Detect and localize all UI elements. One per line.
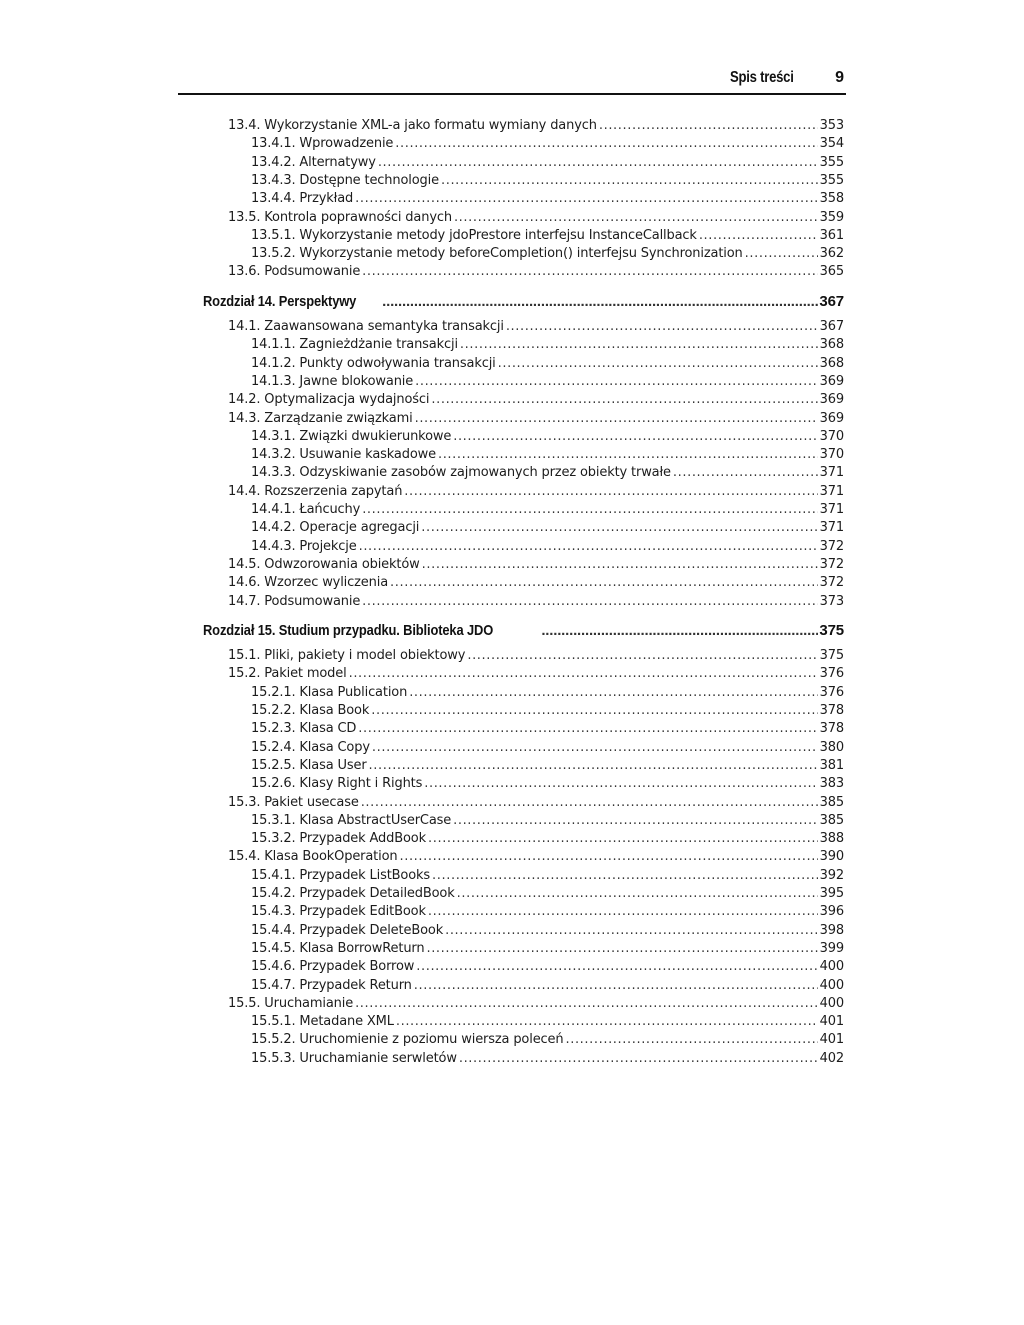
toc-entry <box>228 264 844 282</box>
dot-leader <box>699 228 818 243</box>
entry-page: 370 <box>819 428 844 444</box>
entry-label: 14.4.3. Projekcje <box>251 538 357 554</box>
toc-entry <box>251 868 844 886</box>
entry-label: 15.4.6. Przypadek Borrow <box>251 959 415 975</box>
entry-page: 362 <box>819 246 844 262</box>
dot-leader <box>369 758 818 773</box>
chapter-entry <box>203 622 844 640</box>
dot-leader <box>541 622 818 639</box>
entry-label: 13.4.4. Przykład <box>251 191 354 207</box>
toc-entry <box>228 648 844 666</box>
toc-entry <box>251 337 844 355</box>
dot-leader <box>355 996 818 1011</box>
dot-leader <box>453 429 817 444</box>
toc-entry <box>251 703 844 721</box>
entry-label: 15.2.2. Klasa Book <box>251 703 370 718</box>
dot-leader <box>359 539 818 554</box>
dot-leader <box>372 740 818 755</box>
entry-page: 368 <box>819 355 844 371</box>
entry-page: 371 <box>819 483 844 499</box>
entry-page: 371 <box>819 465 844 481</box>
dot-leader <box>362 502 817 517</box>
toc-entry <box>251 447 844 465</box>
toc-entry <box>251 904 844 922</box>
dot-leader <box>349 666 818 681</box>
dot-leader <box>441 173 818 188</box>
entry-label: 15.4.1. Przypadek ListBooks <box>251 867 431 883</box>
entry-label: 13.4.3. Dostępne technologie <box>251 172 439 188</box>
entry-label: 15.4. Klasa BookOperation <box>228 849 398 865</box>
entry-label: 14.4. Rozszerzenia zapytań <box>228 483 403 499</box>
toc-entry <box>251 813 844 831</box>
toc-entry <box>251 136 844 154</box>
entry-page: 383 <box>819 776 844 792</box>
toc-entry <box>228 795 844 813</box>
entry-label: 15.2.3. Klasa CD <box>251 721 357 737</box>
entry-page: 388 <box>819 831 844 847</box>
entry-page: 400 <box>819 995 844 1011</box>
entry-label: 13.6. Podsumowanie <box>228 264 361 280</box>
entry-page: 372 <box>819 575 844 591</box>
toc-entry <box>228 118 844 136</box>
dot-leader <box>382 293 818 310</box>
dot-leader <box>460 337 818 352</box>
dot-leader <box>424 776 817 791</box>
toc-entry <box>251 173 844 191</box>
page-header <box>178 66 846 95</box>
dot-leader <box>599 118 818 133</box>
entry-page: 396 <box>819 904 844 920</box>
toc-entry <box>228 411 844 429</box>
dot-leader <box>362 594 817 609</box>
entry-page: 361 <box>819 227 844 243</box>
entry-label: 15.2.4. Klasa Copy <box>251 739 370 755</box>
entry-label: 14.6. Wzorzec wyliczenia <box>228 575 389 591</box>
entry-label: 15.4.2. Przypadek DetailedBook <box>251 886 455 901</box>
entry-label: 14.1. Zaawansowana semantyka transakcji <box>228 319 504 334</box>
entry-label: 13.5.1. Wykorzystanie metody jdoPrestore interfejsu InstanceCallback <box>251 227 697 243</box>
toc-entry <box>251 429 844 447</box>
entry-page: 376 <box>819 684 844 700</box>
entry-label: 14.3. Zarządzanie związkami <box>228 410 413 426</box>
entry-label: 15.2.1. Klasa Publication <box>251 684 408 700</box>
toc-entry <box>251 246 844 264</box>
entry-label: 15.4.4. Przypadek DeleteBook <box>251 922 444 938</box>
toc-entry <box>251 374 844 392</box>
dot-leader <box>428 904 818 919</box>
toc-entry <box>251 465 844 483</box>
entry-page: 354 <box>819 136 844 152</box>
entry-label: 13.4. Wykorzystanie XML-a jako formatu wymiany danych <box>228 118 597 133</box>
dot-leader <box>506 319 818 334</box>
dot-leader <box>409 685 817 700</box>
dot-leader <box>432 868 818 883</box>
entry-page: 378 <box>819 703 844 718</box>
entry-label: 14.3.3. Odzyskiwanie zasobów zajmowanych przez obiekty trwałe <box>251 465 671 481</box>
entry-label: 13.5. Kontrola poprawności danych <box>228 209 452 225</box>
entry-label: Rozdział 15. Studium przypadku. Biblioteka JDO <box>203 621 494 639</box>
dot-leader <box>467 648 817 663</box>
toc-entry <box>251 959 844 977</box>
entry-label: 15.2.5. Klasa User <box>251 757 367 773</box>
entry-page: 369 <box>819 373 844 389</box>
toc-entry <box>251 1014 844 1032</box>
entry-label: 14.4.1. Łańcuchy <box>251 502 361 517</box>
entry-page: 372 <box>819 538 844 554</box>
entry-page: 385 <box>819 812 844 828</box>
entry-page: 390 <box>819 849 844 865</box>
entry-label: 14.1.1. Zagnieżdżanie transakcji <box>251 337 458 353</box>
dot-leader <box>454 210 818 225</box>
entry-label: 15.5.3. Uruchamianie serwletów <box>251 1050 457 1066</box>
toc-entry <box>228 666 844 684</box>
toc-entry <box>228 210 844 228</box>
entry-label: 15.4.7. Przypadek Return <box>251 977 412 993</box>
dot-leader <box>390 575 818 590</box>
toc-entry <box>251 228 844 246</box>
entry-label: 13.5.2. Wykorzystanie metody beforeCompletion() interfejsu Synchronization <box>251 246 743 262</box>
entry-page: 378 <box>819 721 844 737</box>
toc-entry <box>251 721 844 739</box>
dot-leader <box>358 721 817 736</box>
entry-label: 15.3.1. Klasa AbstractUserCase <box>251 812 452 828</box>
toc-entry <box>251 356 844 374</box>
entry-page: 369 <box>819 410 844 426</box>
dot-leader <box>673 465 818 480</box>
entry-page: 371 <box>819 502 844 517</box>
toc-entry <box>251 740 844 758</box>
entry-label: 15.5.2. Uruchomienie z poziomu wiersza poleceń <box>251 1032 564 1048</box>
page-number: 9 <box>835 69 844 86</box>
dot-leader <box>396 1014 818 1029</box>
dot-leader <box>399 849 817 864</box>
dot-leader <box>404 484 817 499</box>
entry-label: 15.1. Pliki, pakiety i model obiektowy <box>228 648 466 664</box>
entry-page: 365 <box>819 264 844 280</box>
entry-page: 372 <box>819 556 844 572</box>
entry-page: 368 <box>819 337 844 353</box>
entry-label: Rozdział 14. Perspektywy <box>203 292 357 310</box>
entry-page: 399 <box>819 940 844 956</box>
dot-leader <box>745 246 818 261</box>
toc-entry <box>228 996 844 1014</box>
entry-page: 355 <box>819 172 844 188</box>
entry-label: 14.4.2. Operacje agregacji <box>251 520 420 536</box>
entry-page: 373 <box>819 593 844 609</box>
dot-leader <box>457 886 818 901</box>
entry-label: 15.3.2. Przypadek AddBook <box>251 831 426 847</box>
dot-leader <box>422 557 818 572</box>
entry-label: 14.3.1. Związki dwukierunkowe <box>251 428 452 444</box>
dot-leader <box>421 520 817 535</box>
entry-label: 15.4.5. Klasa BorrowReturn <box>251 940 425 956</box>
entry-page: 353 <box>819 118 844 133</box>
entry-label: 15.2. Pakiet model <box>228 666 347 682</box>
entry-page: 401 <box>819 1014 844 1030</box>
entry-page: 355 <box>819 154 844 170</box>
dot-leader <box>498 356 818 371</box>
entry-page: 375 <box>819 621 844 639</box>
dot-leader <box>438 447 818 462</box>
toc-entry <box>251 1051 844 1069</box>
entry-page: 370 <box>819 447 844 463</box>
entry-page: 380 <box>819 739 844 755</box>
toc-entry <box>251 776 844 794</box>
toc-entry <box>251 978 844 996</box>
toc-entry <box>251 685 844 703</box>
entry-page: 398 <box>819 922 844 938</box>
entry-page: 376 <box>819 666 844 682</box>
entry-page: 400 <box>819 959 844 975</box>
entry-page: 385 <box>819 794 844 810</box>
entry-page: 359 <box>819 209 844 225</box>
dot-leader <box>361 795 818 810</box>
entry-label: 14.1.2. Punkty odwoływania transakcji <box>251 355 496 371</box>
entry-page: 367 <box>819 319 844 334</box>
entry-label: 15.5. Uruchamianie <box>228 995 354 1011</box>
entry-page: 358 <box>819 191 844 207</box>
entry-page: 392 <box>819 867 844 883</box>
dot-leader <box>453 813 818 828</box>
entry-label: 15.5.1. Metadane XML <box>251 1014 394 1030</box>
dot-leader <box>415 374 818 389</box>
entry-label: 15.4.3. Przypadek EditBook <box>251 904 426 920</box>
toc-entry <box>228 484 844 502</box>
toc-entry <box>228 594 844 612</box>
running-title: Spis treści <box>730 69 794 86</box>
toc-entry <box>228 557 844 575</box>
entry-label: 14.2. Optymalizacja wydajności <box>228 392 430 408</box>
toc-entry <box>251 502 844 520</box>
toc-entry <box>251 941 844 959</box>
entry-label: 13.4.2. Alternatywy <box>251 154 376 170</box>
entry-page: 369 <box>819 392 844 408</box>
dot-leader <box>378 155 818 170</box>
entry-page: 367 <box>819 292 844 310</box>
dot-leader <box>414 978 818 993</box>
chapter-entry <box>203 293 844 311</box>
toc-entry <box>251 539 844 557</box>
entry-page: 402 <box>819 1050 844 1066</box>
dot-leader <box>428 831 818 846</box>
dot-leader <box>431 392 817 407</box>
dot-leader <box>395 136 817 151</box>
dot-leader <box>565 1032 817 1047</box>
dot-leader <box>355 191 817 206</box>
toc-entry <box>251 155 844 173</box>
toc-entry <box>251 758 844 776</box>
entry-label: 15.3. Pakiet usecase <box>228 794 359 810</box>
entry-page: 401 <box>819 1032 844 1048</box>
toc-entry <box>251 191 844 209</box>
dot-leader <box>371 703 817 718</box>
entry-page: 381 <box>819 757 844 773</box>
dot-leader <box>445 923 818 938</box>
entry-label: 13.4.1. Wprowadzenie <box>251 136 394 152</box>
toc-entry <box>251 1032 844 1050</box>
entry-label: 14.3.2. Usuwanie kaskadowe <box>251 447 436 463</box>
toc-entry <box>228 319 844 337</box>
dot-leader <box>362 264 817 279</box>
entry-page: 395 <box>819 886 844 901</box>
dot-leader <box>459 1051 818 1066</box>
dot-leader <box>426 941 817 956</box>
toc-entry <box>251 520 844 538</box>
toc-entry <box>228 849 844 867</box>
dot-leader <box>416 959 817 974</box>
toc-entry <box>228 392 844 410</box>
entry-label: 15.2.6. Klasy Right i Rights <box>251 776 423 792</box>
toc-entry <box>228 575 844 593</box>
entry-label: 14.1.3. Jawne blokowanie <box>251 373 414 389</box>
toc-entry <box>251 886 844 904</box>
entry-label: 14.5. Odwzorowania obiektów <box>228 556 420 572</box>
toc-entry <box>251 923 844 941</box>
dot-leader <box>415 411 818 426</box>
entry-label: 14.7. Podsumowanie <box>228 593 361 609</box>
entry-page: 371 <box>819 520 844 536</box>
entry-page: 375 <box>819 648 844 664</box>
toc-entry <box>251 831 844 849</box>
entry-page: 400 <box>819 977 844 993</box>
